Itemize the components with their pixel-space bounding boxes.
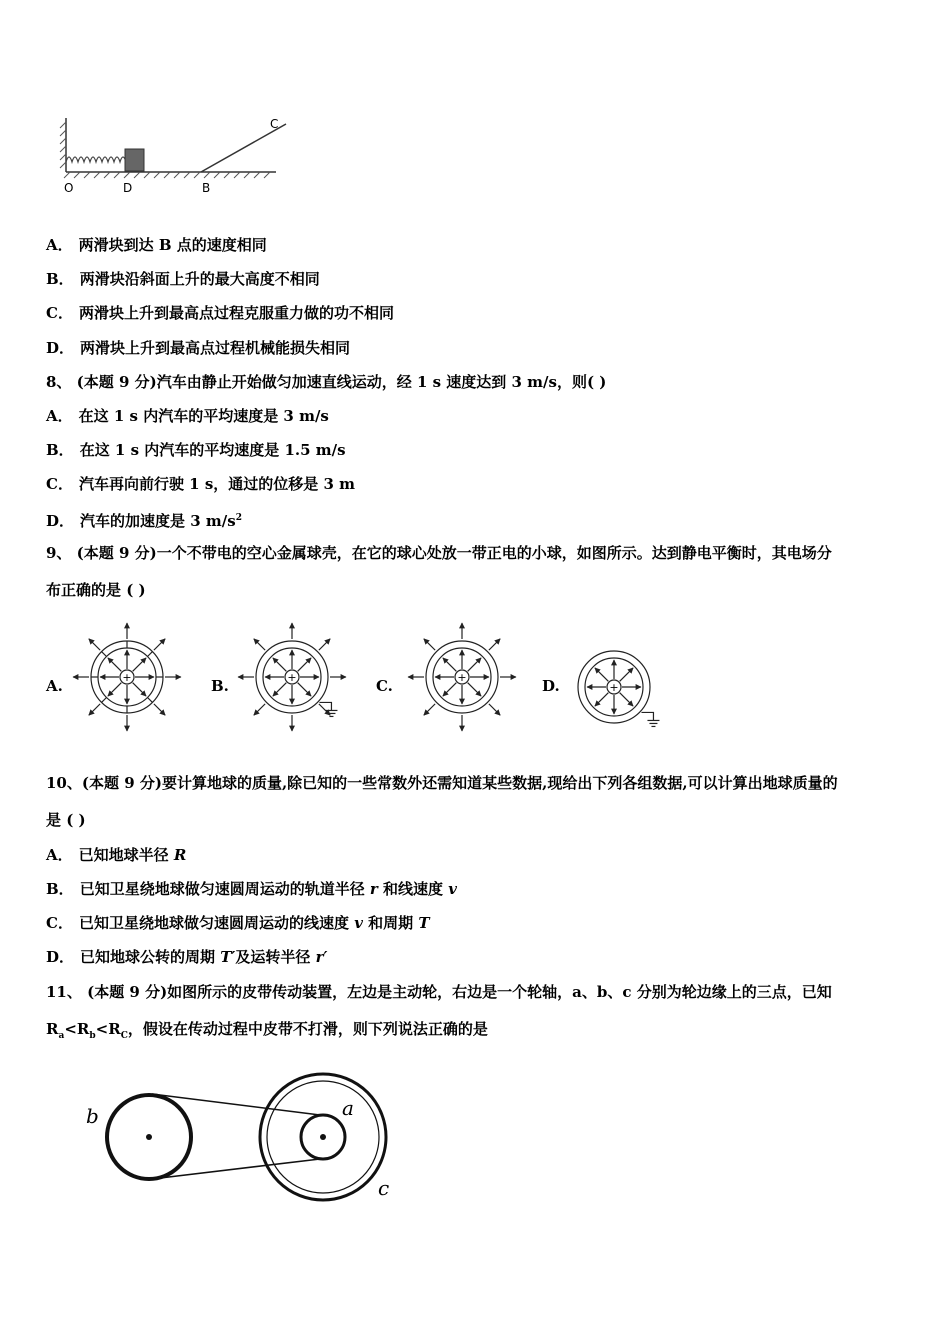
field-line-through — [148, 652, 153, 657]
q9-option-b-label: B. — [211, 677, 229, 695]
q10-stem-line1: 10、(本题 9 分)要计算地球的质量,除已知的一些常数外还需知道某些数据,现给出下列各组数据,可以计算出地球质量的 — [46, 774, 838, 792]
charge-symbol: + — [457, 671, 467, 684]
label-a: a — [342, 1096, 354, 1120]
label-b: b — [86, 1104, 99, 1128]
q9-stem-line1: 9、 (本题 9 分)一个不带电的空心金属球壳，在它的球心处放一带正电的小球，如图所示。达到静电平衡时，其电场分 — [46, 544, 832, 562]
q8-option-d: D． 汽车的加速度是 3 $m/s^2$ — [46, 512, 242, 530]
q9-option-a-label: A. — [46, 677, 63, 695]
q11-stem-line1: 11、 (本题 9 分)如图所示的皮带传动装置，左边是主动轮，右边是一个轮轴，a、b、c 分别为轮边缘上的三点，已知 — [46, 983, 832, 1001]
field-line-outer — [489, 704, 500, 715]
q9-option-c-label: C. — [376, 677, 393, 695]
field-line-inner — [443, 683, 456, 696]
label-d: D — [123, 181, 133, 195]
field-line-inner — [595, 668, 608, 681]
field-line-inner — [133, 658, 146, 671]
field-line-through — [148, 698, 153, 703]
field-line-inner — [108, 658, 121, 671]
field-line-inner — [298, 683, 311, 696]
field-line-inner — [273, 683, 286, 696]
field-line-outer — [154, 704, 165, 715]
q7-option-b: B． 两滑块沿斜面上升的最大高度不相同 — [46, 270, 320, 288]
label-b: B — [202, 181, 211, 195]
spring-incline-figure — [56, 110, 296, 200]
field-line-inner — [468, 683, 481, 696]
field-line-inner — [620, 693, 633, 706]
q10-option-c: C． 已知卫星绕地球做匀速圆周运动的线速度 v 和周期 T — [46, 914, 430, 932]
belt-drive-figure — [80, 1065, 410, 1215]
field-line-outer — [319, 639, 330, 650]
q10-option-b: B． 已知卫星绕地球做匀速圆周运动的轨道半径 r 和线速度 v — [46, 880, 457, 898]
q7-option-c: C． 两滑块上升到最高点过程克服重力做的功不相同 — [46, 304, 394, 322]
ground-wire — [641, 712, 653, 720]
q7-option-a: A． 两滑块到达 B 点的速度相同 — [46, 236, 267, 254]
q8-option-c: C． 汽车再向前行驶 1 s，通过的位移是 3 m — [46, 475, 356, 493]
charge-symbol: + — [122, 671, 132, 684]
charge-symbol: + — [287, 671, 297, 684]
q11-stem-line2: $R_a<R_b<R_C$，假设在传动过程中皮带不打滑，则下列说法正确的是 — [46, 1020, 488, 1041]
q7-option-d: D． 两滑块上升到最高点过程机械能损失相同 — [46, 339, 351, 357]
q8-option-a: A． 在这 1 s 内汽车的平均速度是 3 m/s — [46, 407, 329, 425]
field-line-outer — [489, 639, 500, 650]
spring — [66, 157, 126, 162]
field-line-outer — [254, 704, 265, 715]
q9-stem-line2: 布正确的是 ( ) — [46, 581, 146, 599]
q8-stem: 8、 (本题 9 分)汽车由静止开始做匀加速直线运动，经 1 s 速度达到 3 m/s，则( ) — [46, 373, 607, 391]
field-line-outer — [89, 639, 100, 650]
q9-option-figures — [0, 610, 700, 750]
field-line-inner — [298, 658, 311, 671]
field-line-outer — [154, 639, 165, 650]
field-line-outer — [89, 704, 100, 715]
field-line-inner — [620, 668, 633, 681]
label-c: C — [270, 117, 279, 131]
q9-option-d-label: D. — [542, 677, 560, 695]
q10-stem-line2: 是 ( ) — [46, 811, 86, 829]
q10-option-a: A． 已知地球半径 R — [46, 846, 187, 864]
field-line-inner — [595, 693, 608, 706]
field-line-inner — [133, 683, 146, 696]
label-o: O — [64, 181, 74, 195]
field-line-outer — [254, 639, 265, 650]
field-line-outer — [424, 639, 435, 650]
charge-symbol: + — [609, 681, 619, 694]
field-line-inner — [468, 658, 481, 671]
block — [125, 149, 144, 171]
field-line-inner — [273, 658, 286, 671]
label-c: c — [378, 1176, 390, 1200]
field-line-inner — [443, 658, 456, 671]
q8-option-b: B． 在这 1 s 内汽车的平均速度是 1.5 m/s — [46, 441, 346, 459]
field-line-through — [102, 698, 107, 703]
field-line-through — [102, 652, 107, 657]
field-line-inner — [108, 683, 121, 696]
field-line-outer — [424, 704, 435, 715]
q10-option-d: D． 已知地球公转的周期 T′及运转半径 r′ — [46, 948, 328, 966]
